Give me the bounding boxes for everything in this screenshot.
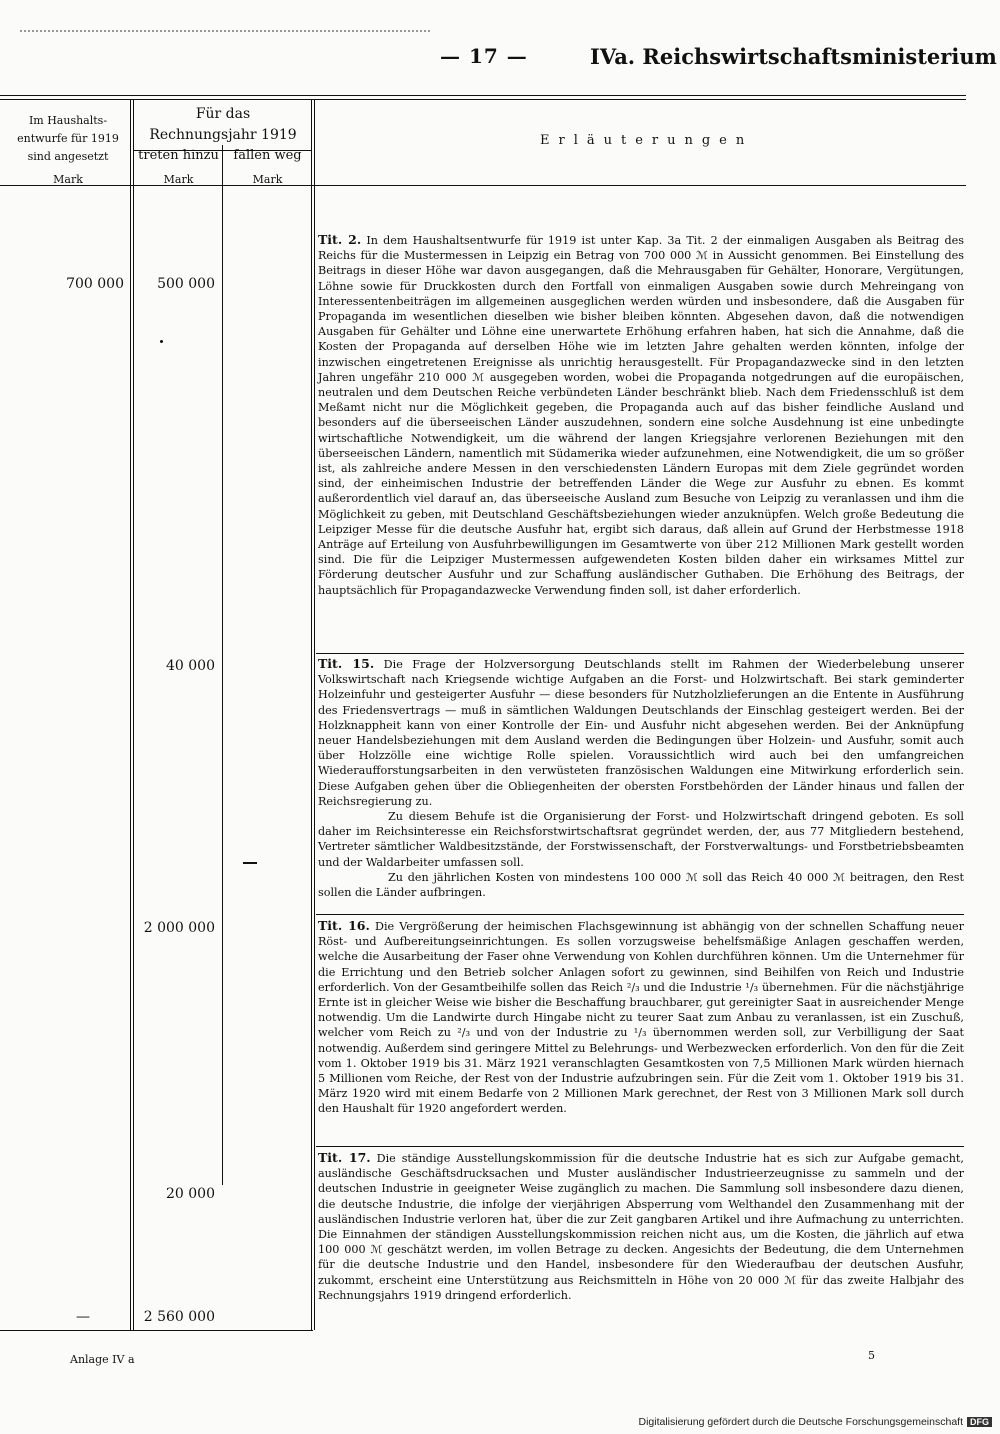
header-rule-faint [20,30,430,32]
col-rule-1b [133,99,134,1330]
tit15-label: Tit. 15. [318,656,375,671]
col1-header-line1: Im Haushalts- [28,114,108,127]
col1-unit: Mark [53,173,83,186]
footer-sheet-number: 5 [868,1349,875,1362]
page-number: — 17 — [440,44,528,68]
tit2-text: In dem Haushaltsentwurfe für 1919 ist unter Kap. 3a Tit. 2 der einmaligen Ausgaben als Beitrag des Reichs für die Mustermessen in Leipzig ein Betrag von 700 000 ℳ in Aussicht genommen. Bei Einstellung des Beitrags in dieser Höhe war davon ausgegangen, daß die Mehrausgaben für Gehälter, Honorare, Vergütungen, Löhne sowie für Druckkosten durch den Fortfall von einmaligen Ausgaben sowie durch Mehreingang von Interessentenbeiträgen im allgemeinen ausgeglichen werden würden und insbesondere, daß die Ausgaben für Propaganda im wesentlichen dieselben wie bisher bleiben könnten. Abgesehen davon, daß die notwendigen Ausgaben für Gehälter und Löhne eine unerwartete Erhöhung erfahren haben, hat sich die Annahme, daß die Kosten der Propaganda auf derselben Höhe wie im letzten Jahre gehalten werden könnten, infolge der inzwischen eingetretenen Ereignisse als unrichtig herausgestellt. Für Propagandazwecke sind in den letzten Jahren ungefähr 210 000 ℳ ausgegeben worden, wobei die Propaganda notgedrungen auf die europäischen, neutralen und dem Deutschen Reiche verbündeten Länder beschränkt blieb. Nach dem Friedensschluß ist dem Meßamt nicht nur die Möglichkeit gegeben, die Propaganda auch auf das bisher feindliche Ausland und besonders auf die überseeischen Länder auszudehnen, sondern eine solche Ausdehnung ist eine unbedingte wirtschaftliche Notwendigkeit, um die während der langen Kriegsjahre verlorenen Beziehungen mit den überseeischen Ländern, namentlich mit Südamerika wieder aufzunehmen, eine Notwendigkeit, die um so größer ist, als zahlreiche andere Messen in den verschiedensten Ländern Europas mit dem Ziele gegründet worden sind, der einheimischen Industrie der betreffenden Länder die Wege zur Ausfuhr zu ebnen. Es kommt außerordentlich viel darauf an, das überseeische Ausland zum Besuche von Leipzig zu veranlassen und ihm die Möglichkeit zu geben, mit Deutschland Geschäftsbeziehungen wieder anzuknüpfen. Welch große Bedeutung die Leipziger Messe für die deutsche Ausfuhr hat, ergibt sich daraus, daß allein auf Grund der Herbstmesse 1918 Anträge auf Erteilung von Ausfuhrbewilligungen im Gesamtwerte von über 212 Millionen Mark gestellt worden sind. Die für die Leipziger Mustermessen aufgewendeten Kosten bilden daher ein wirksames Mittel zur Förderung deutscher Ausfuhr und zur Schaffung ausländischer Guthaben. Die Erhöhung des Beitrags, der hauptsächlich für Propagandazwecke Verwendung finden soll, ist daher erforderlich. [318,234,964,597]
tit16-label: Tit. 16. [318,918,370,933]
col-rule-2 [222,145,223,1185]
col23-header-line1: Für das [195,106,251,122]
col3-unit: Mark [252,173,283,186]
col2-unit: Mark [163,173,194,186]
amount-tit15-col2: 40 000 [166,658,215,674]
total-col1: — [76,1309,90,1325]
dfg-credit-text: Digitalisierung gefördert durch die Deutsche Forschungsgemeinschaft [638,1416,963,1428]
col2-header: treten hinzu [138,148,219,163]
amount-tit16-col2: 2 000 000 [143,920,215,936]
separator-tit16 [316,914,964,915]
separator-tit15 [316,653,964,654]
col-rule-3b [314,99,315,1330]
col-rule-1 [130,99,131,1330]
amount-tit17-col2: 20 000 [166,1186,215,1202]
col4-header: Erläuterungen [540,133,754,148]
section-tit15 [318,656,964,900]
section-tit16 [318,918,964,1117]
ink-dash [243,862,257,864]
amount-tit2-col1: 700 000 [66,276,124,292]
section-tit17 [318,1150,964,1303]
dfg-credit [638,1416,992,1428]
col1-header [8,112,128,166]
tit16-text: Die Vergrößerung der heimischen Flachsgewinnung ist abhängig von der schnellen Schaffung neuer Röst- und Aufbereitungseinrichtungen. Es sollen vorzugsweise behelfsmäßige Anlagen geschaffen werden, welche die Ausarbeitung der Faser ohne Verwendung von Kohlen durchführen können. Um die Unternehmer für die Errichtung und den Betrieb solcher Anlagen sofort zu gewinnen, sind Beihilfen von Reich und Industrie erforderlich. Von der Gesamtbeihilfe sollen das Reich ²/₃ und die Industrie ¹/₃ übernehmen. Für die nächstjährige Ernte ist in gleicher Weise wie bisher die Beschaffung brauchbarer, gut gereinigter Saat in ausreichender Menge notwendig. Um die Landwirte durch Hingabe nicht zu teurer Saat zum Anbau zu veranlassen, ist ein Zuschuß, welcher vom Reich zu ²/₃ und von der Industrie zu ¹/₃ übernommen werden soll, zur Verbilligung der Saat notwendig. Außerdem sind geringere Mittel zu Belehrungs- und Werbezwecken erforderlich. Von den für die Zeit vom 1. Oktober 1919 bis 31. März 1921 veranschlagten Gesamtkosten von 7,5 Millionen Mark würden hiernach 5 Millionen vom Reiche, der Rest von der Industrie aufzubringen sein. Für die Zeit vom 1. Oktober 1919 bis 31. März 1920 wird mit einem Bedarfe von 2 Millionen Mark gerechnet, der Rest von 3 Millionen Mark soll durch den Haushalt für 1920 angefordert werden. [318,920,964,1116]
table-top-rule [0,95,966,96]
tit15-paragraph-2: Zu diesem Behufe ist die Organisierung der Forst- und Holzwirtschaft dringend geboten. Es soll daher im Reichsinteresse ein Reichsforstwirtschaftsrat gegründet werden, der, aus 77 Mitgliedern bestehend, Vertreter sämtlicher Waldbesitzstände, der Forstwissenschaft, der Forstverwaltungs- und Forstbetriebsbeamten und der Waldarbeiter umfassen soll. [318,810,964,869]
tit2-label: Tit. 2. [318,232,362,247]
ink-dot [160,340,163,343]
col1-header-line2: entwurfe für 1919 [17,132,119,145]
tit15-paragraph-3: Zu den jährlichen Kosten von mindestens 100 000 ℳ soll das Reich 40 000 ℳ beitragen, den Rest sollen die Länder aufbringen. [318,870,964,900]
col23-header-line2: Rechnungsjahr 1919 [149,127,297,143]
col1-header-line3: sind angesetzt [27,150,109,163]
separator-tit17 [316,1146,964,1147]
dfg-logo: DFG [967,1417,992,1427]
tit17-label: Tit. 17. [318,1150,371,1165]
footer-annex-label: Anlage IV a [70,1353,135,1366]
col-rule-3 [311,99,312,1330]
col3-header: fallen weg [233,148,302,163]
total-col2: 2 560 000 [143,1309,215,1325]
tit15-text: Die Frage der Holzversorgung Deutschlands stellt im Rahmen der Wiederbelebung unserer Volkswirtschaft nach Kriegsende wichtige Aufgaben an die Forst- und Holzwirtschaft. Bei stark geminderter Holzeinfuhr und gesteigerter Ausfuhr — diese besonders für Nutzholzlieferungen an die Entente in Ausführung des Friedensvertrags — muß in sämtlichen Waldungen Deutschlands der Einschlag gesteigert werden. Bei der Holzknappheit kann von einer Kontrolle der Ein- und Ausfuhr nicht abgesehen werden. Bei der Anknüpfung neuer Handelsbeziehungen mit dem Ausland werden die Bedingungen über Holzein- und Ausfuhr, somit auch über Holzzölle eine wichtige Rolle spielen. Voraussichtlich wird auch bei den umfangreichen Wiederaufforstungsarbeiten in den verwüsteten französischen Waldungen eine Mitwirkung erforderlich sein. Diese Aufgaben gehen über die Obliegenheiten der obersten Forstbehörden der Länder hinaus und fallen der Reichsregierung zu. [318,658,964,808]
section-tit2 [318,232,964,598]
col23-header [135,104,311,146]
tit17-text: Die ständige Ausstellungskommission für die deutsche Industrie hat es sich zur Aufgabe gemacht, ausländische Geschäftsdrucksachen und Muster ausländischer Industrieerzeugnisse zu sammeln und der deutschen Industrie in geeigneter Weise zugänglich zu machen. Die Sammlung soll insbesondere dazu dienen, die deutsche Industrie, die infolge der vierjährigen Absperrung vom Welthandel den Zusammenhang mit der ausländischen Industrie verloren hat, über die zur Zeit gangbaren Artikel und ihre Aufmachung zu unterrichten. Die Einnahmen der ständigen Ausstellungskommission reichen nicht aus, um die Kosten, die jährlich auf etwa 100 000 ℳ geschätzt werden, im vollen Betrage zu decken. Angesichts der Bedeutung, die dem Unternehmen für die deutsche Industrie und den Handel, insbesondere für den Wiederaufbau der deutschen Ausfuhr, zukommt, erscheint eine Unterstützung aus Reichsmitteln in Höhe von 20 000 ℳ für das zweite Halbjahr des Rechnungsjahrs 1919 dringend erforderlich. [318,1152,964,1302]
total-rule [0,1330,313,1331]
page-title: IVa. Reichswirtschaftsministerium [590,44,997,69]
amount-tit2-col2: 500 000 [157,276,215,292]
table-top-rule-2 [0,99,966,100]
